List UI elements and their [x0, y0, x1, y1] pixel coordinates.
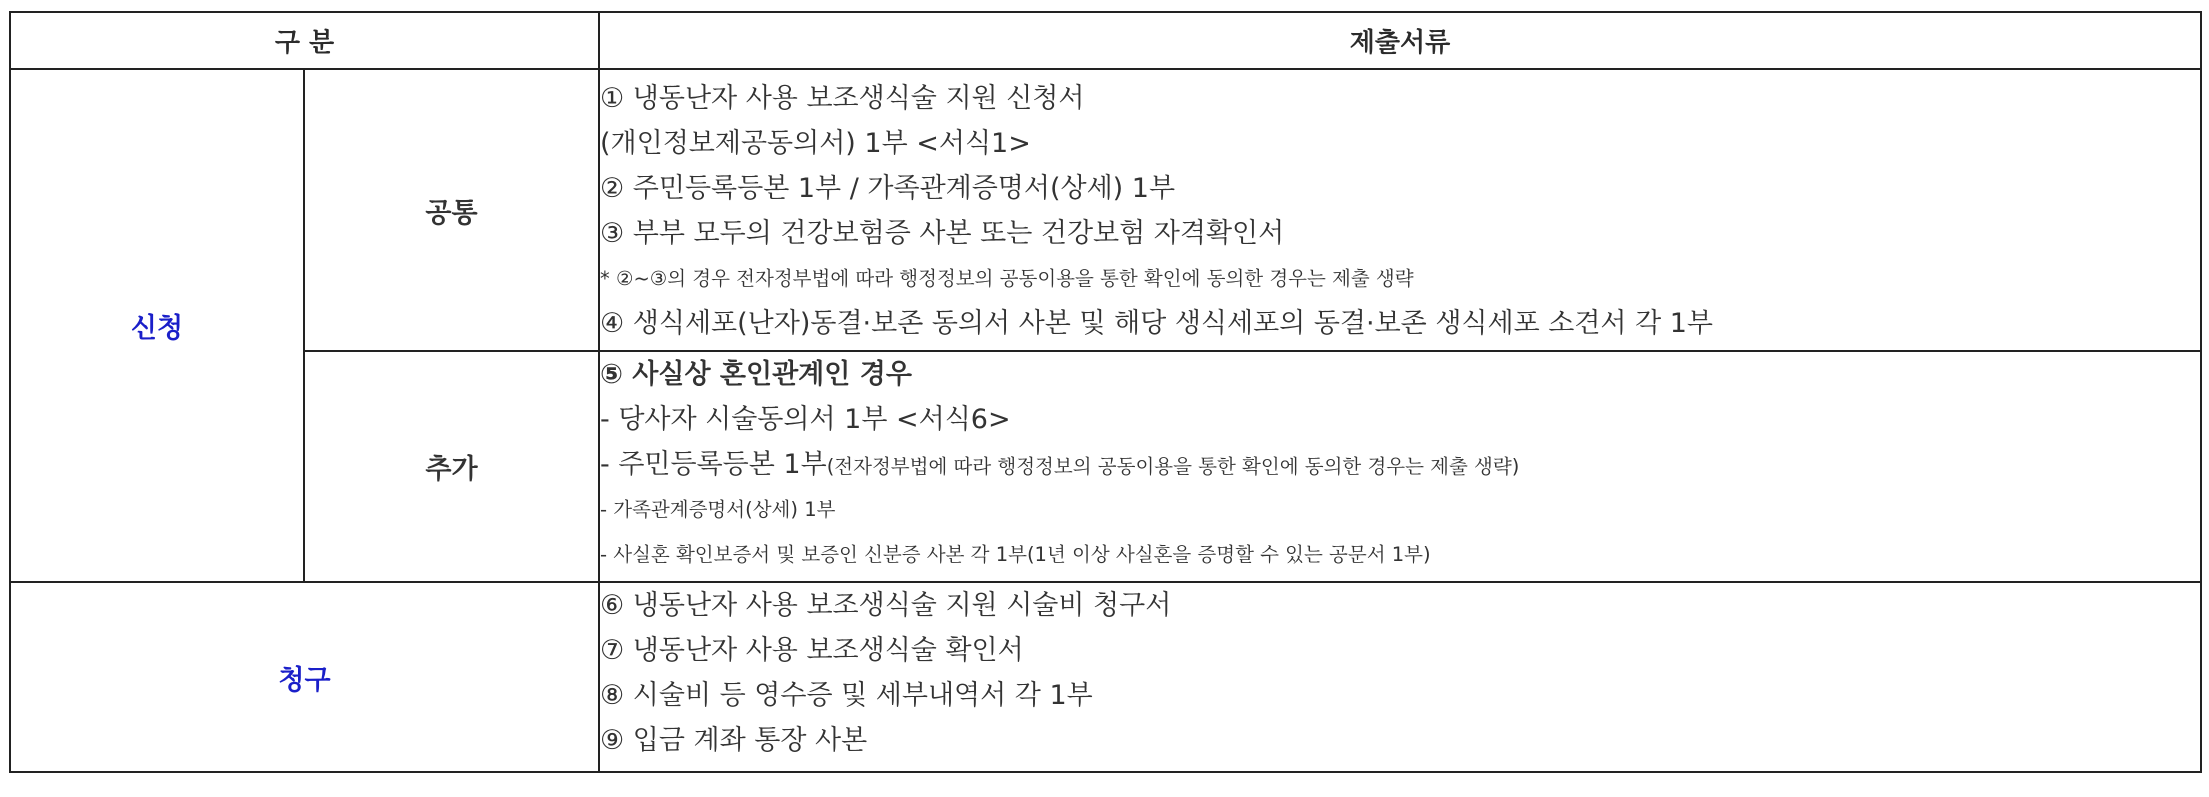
category-claim: 청구: [10, 582, 599, 772]
category-application: 신청: [10, 69, 304, 582]
list-item: ⑦ 냉동난자 사용 보조생식술 확인서: [600, 635, 1024, 666]
list-item-heading: ⑤ 사실상 혼인관계인 경우: [600, 359, 912, 390]
list-item: [600, 442, 2200, 487]
documents-common: [599, 69, 2201, 351]
documents-additional: [599, 351, 2201, 582]
list-item: (개인정보제공동의서) 1부 <서식1>: [600, 128, 1031, 159]
list-item: ① 냉동난자 사용 보조생식술 지원 신청서: [600, 83, 1085, 114]
list-item: ③ 부부 모두의 건강보험증 사본 또는 건강보험 자격확인서: [600, 218, 1285, 249]
list-item: - 당사자 시술동의서 1부 <서식6>: [600, 404, 1011, 435]
list-item-main: - 주민등록등본 1부: [600, 449, 827, 480]
documents-claim: [599, 582, 2201, 772]
list-item: ② 주민등록등본 1부 / 가족관계증명서(상세) 1부: [600, 173, 1176, 204]
list-item: - 사실혼 확인보증서 및 보증인 신분증 사본 각 1부(1년 이상 사실혼을 증명할 수 있는 공문서 1부): [600, 543, 1431, 566]
submission-documents-table: [9, 11, 2202, 773]
subcategory-additional: 추가: [304, 351, 599, 582]
table-header-row: [10, 12, 2201, 69]
list-item: ⑨ 입금 계좌 통장 사본: [600, 725, 868, 756]
table-row-application-additional: [10, 351, 2201, 582]
subcategory-common: 공통: [304, 69, 599, 351]
table-row-application-common: [10, 69, 2201, 351]
list-item: ⑧ 시술비 등 영수증 및 세부내역서 각 1부: [600, 680, 1093, 711]
header-category: 구 분: [10, 12, 599, 69]
list-item: - 가족관계증명서(상세) 1부: [600, 498, 836, 521]
list-item-note: (전자정부법에 따라 행정정보의 공동이용을 통한 확인에 동의한 경우는 제출 생략): [826, 455, 1520, 478]
header-documents: 제출서류: [599, 12, 2201, 69]
list-item: ⑥ 냉동난자 사용 보조생식술 지원 시술비 청구서: [600, 590, 1172, 621]
list-item: ④ 생식세포(난자)동결·보존 동의서 사본 및 해당 생식세포의 동결·보존 생식세포 소견서 각 1부: [600, 308, 1713, 339]
list-item-note: * ②~③의 경우 전자정부법에 따라 행정정보의 공동이용을 통한 확인에 동의한 경우는 제출 생략: [600, 267, 1414, 290]
table-row-claim: [10, 582, 2201, 772]
